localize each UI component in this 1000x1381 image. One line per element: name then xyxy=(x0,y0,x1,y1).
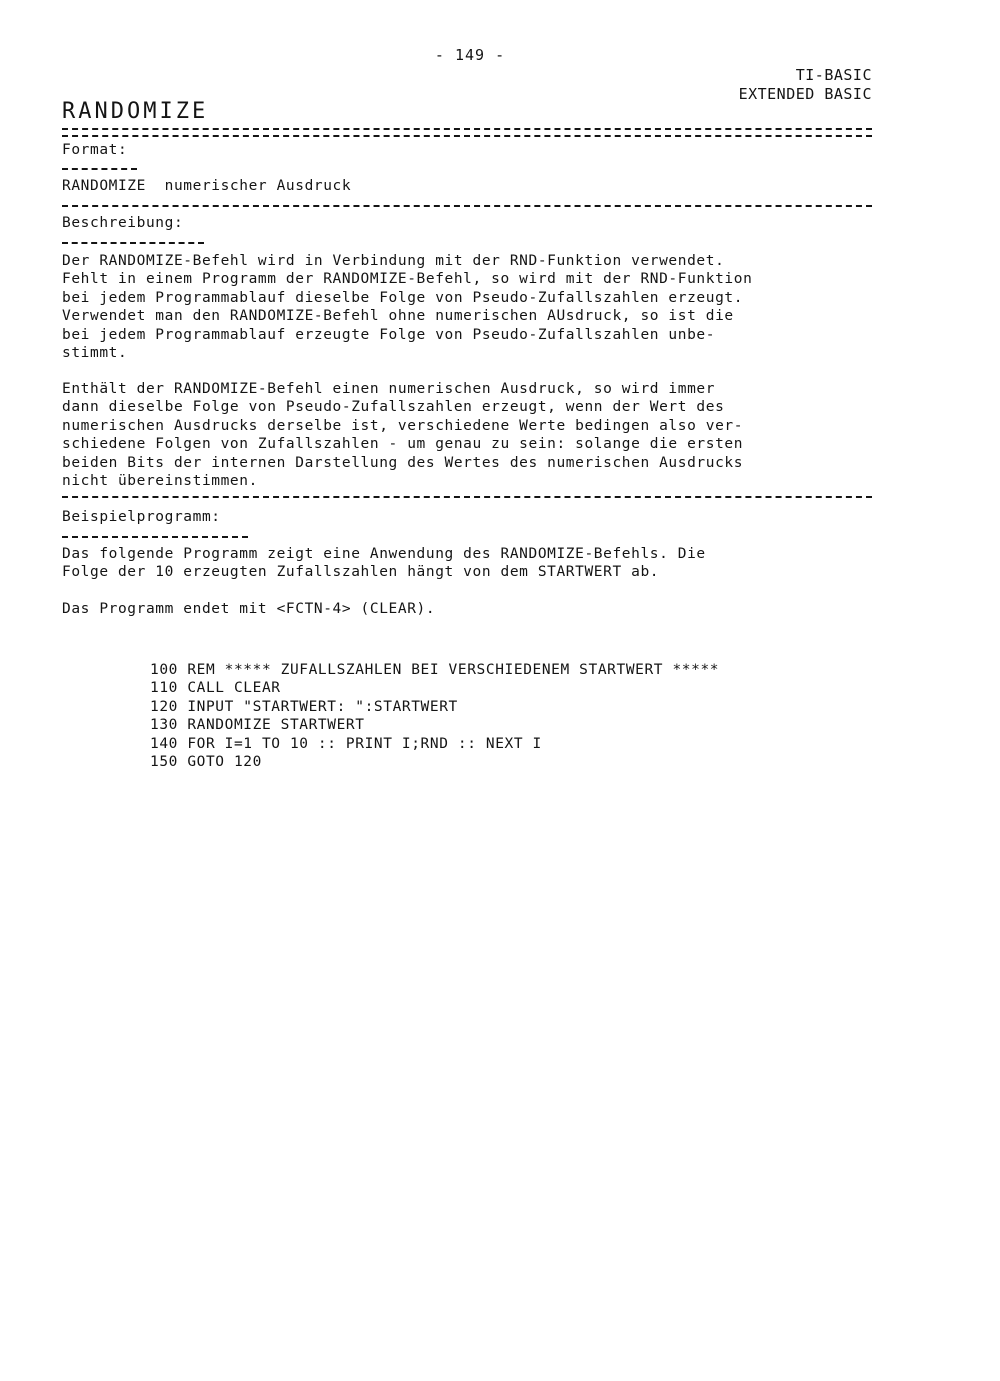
description-paragraph-2 xyxy=(62,380,882,490)
format-heading: Format: xyxy=(62,142,128,158)
header-tag-ti-basic: TI-BASIC xyxy=(795,66,872,84)
code-line: 140 FOR I=1 TO 10 :: PRINT I;RND :: NEXT I xyxy=(150,735,542,752)
text-line: Verwendet man den RANDOMIZE-Befehl ohne numerischen AUsdruck, so ist die xyxy=(62,308,734,325)
example-heading: Beispielprogramm: xyxy=(62,509,221,525)
description-paragraph-1 xyxy=(62,252,882,362)
text-line: Enthält der RANDOMIZE-Befehl einen numerischen Ausdruck, so wird immer xyxy=(62,381,716,397)
code-line: 100 REM ***** ZUFALLSZAHLEN BEI VERSCHIEDENEM STARTWERT ***** xyxy=(150,662,720,678)
section-divider-2 xyxy=(62,496,872,498)
format-syntax: RANDOMIZE numerischer Ausdruck xyxy=(62,178,352,194)
text-line: bei jedem Programmablauf dieselbe Folge von Pseudo-Zufallszahlen erzeugt. xyxy=(62,289,744,306)
text-line: nicht übereinstimmen. xyxy=(62,473,258,490)
text-line: schiedene Folgen von Zufallszahlen - um genau zu sein: solange die ersten xyxy=(62,436,744,453)
text-line: dann dieselbe Folge von Pseudo-Zufallszahlen erzeugt, wenn der Wert des xyxy=(62,399,725,416)
text-line: beiden Bits der internen Darstellung des Wertes des numerischen Ausdrucks xyxy=(62,454,744,471)
section-divider-1 xyxy=(62,205,872,207)
text-line: Das folgende Programm zeigt eine Anwendung des RANDOMIZE-Befehls. Die xyxy=(62,546,706,562)
text-line: Das Programm endet mit <FCTN-4> (CLEAR). xyxy=(62,601,436,617)
program-listing xyxy=(150,661,719,771)
text-line: Folge der 10 erzeugten Zufallszahlen hängt von dem STARTWERT ab. xyxy=(62,564,660,581)
text-line: stimmt. xyxy=(62,345,128,362)
example-paragraph-1 xyxy=(62,545,882,582)
code-line: 130 RANDOMIZE STARTWERT xyxy=(150,717,365,734)
page-number: - 149 - xyxy=(434,46,506,64)
text-line: numerischen Ausdrucks derselbe ist, verschiedene Werte bedingen also ver- xyxy=(62,417,744,434)
description-heading: Beschreibung: xyxy=(62,215,184,231)
code-line: 150 GOTO 120 xyxy=(150,754,262,771)
header-language-tags xyxy=(739,66,872,104)
example-paragraph-2 xyxy=(62,600,882,618)
text-line: bei jedem Programmablauf erzeugte Folge von Pseudo-Zufallszahlen unbe- xyxy=(62,326,716,343)
page-title: RANDOMIZE xyxy=(62,99,209,124)
code-line: 110 CALL CLEAR xyxy=(150,680,281,697)
description-heading-underline xyxy=(62,242,204,244)
format-heading-underline xyxy=(62,168,137,170)
text-line: Der RANDOMIZE-Befehl wird in Verbindung mit der RND-Funktion verwendet. xyxy=(62,253,725,269)
header-tag-extended-basic: EXTENDED BASIC xyxy=(738,85,872,103)
title-double-rule xyxy=(62,128,872,137)
example-heading-underline xyxy=(62,536,248,538)
code-line: 120 INPUT "STARTWERT: ":STARTWERT xyxy=(150,698,458,715)
text-line: Fehlt in einem Programm der RANDOMIZE-Befehl, so wird mit der RND-Funktion xyxy=(62,271,753,288)
